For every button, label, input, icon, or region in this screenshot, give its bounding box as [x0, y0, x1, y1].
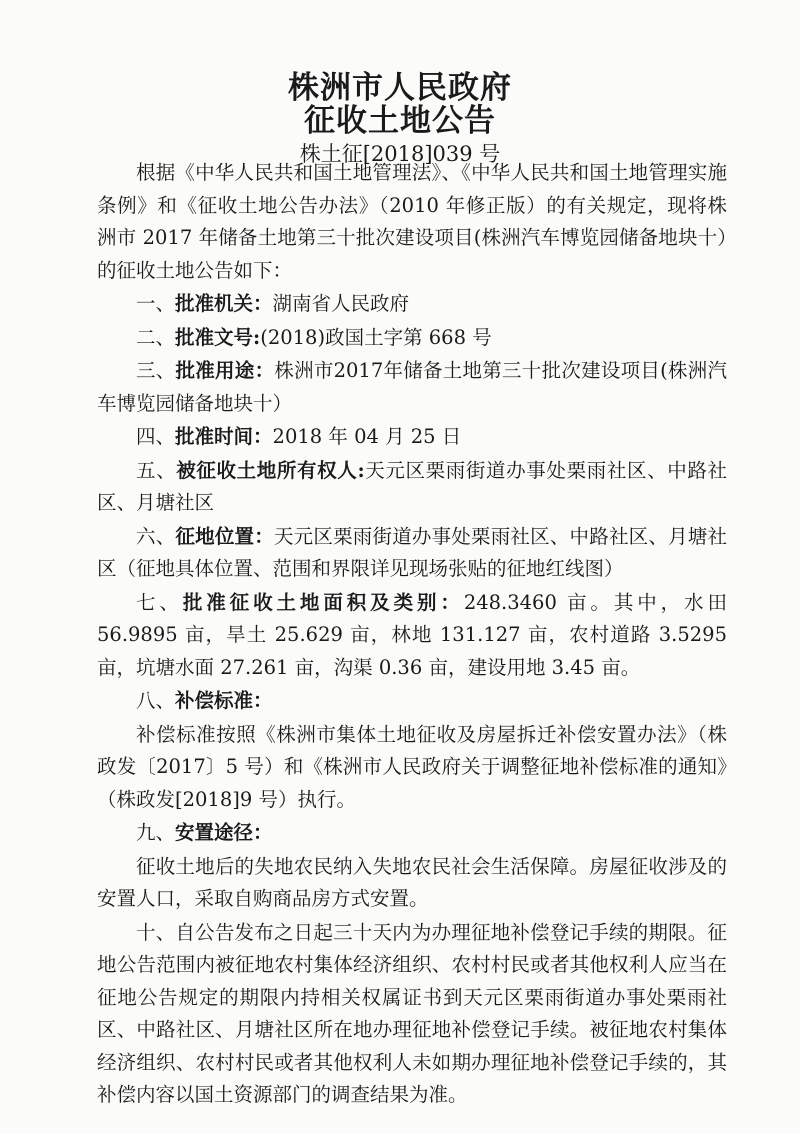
page-subtitle: 征收土地公告 [304, 103, 496, 139]
item-land-area: 七、批准征收土地面积及类别：248.3460 亩。其中，水田 56.9895 亩，旱土 25.629 亩，林地 131.127 亩，农村道路 3.5295 亩，坑塘水面 27.261 亩，沟渠 0.36 亩，建设用地 3.45 亩。 [97, 590, 727, 679]
item-resettlement-heading: 九、安置途径： [136, 821, 273, 844]
page-title: 株洲市人民政府 [288, 70, 512, 106]
notice-body [97, 157, 727, 1113]
item-approval-authority: 一、批准机关：湖南省人民政府 [136, 292, 410, 315]
item-approval-date: 四、批准时间：2018 年 04 月 25 日 [136, 425, 462, 448]
item-compensation-heading: 八、补偿标准： [136, 689, 273, 712]
document-number: 株土征[2018]039 号 [299, 142, 501, 166]
item-registration-period: 十、自公告发布之日起三十天内为办理征地补偿登记手续的期限。征地公告范围内被征地农村集体经济组织、农村村民或者其他权利人应当在征地公告规定的期限内持相关权属证书到天元区栗雨街道办事处栗雨社区、中路社区、月塘社区所在地办理征地补偿登记手续。被征地农村集体经济组织、农村村民或者其他权利人未如期办理征地补偿登记手续的，其补偿内容以国土资源部门的调查结果为准。 [97, 920, 727, 1106]
item-approval-purpose: 三、批准用途：株洲市2017年储备土地第三十批次建设项目(株洲汽车博览园储备地块十） [97, 359, 727, 415]
intro-paragraph: 根据《中华人民共和国土地管理法》、《中华人民共和国土地管理实施条例》和《征收土地公告办法》（2010 年修正版）的有关规定，现将株洲市 2017 年储备土地第三十批次建设项目(株洲汽车博览园储备地块十）的征收土地公告如下： [97, 161, 727, 282]
compensation-paragraph: 补偿标准按照《株洲市集体土地征收及房屋拆迁补偿安置办法》（株政发〔2017〕5 号）和《株洲市人民政府关于调整征地补偿标准的通知》（株政发[2018]9 号）执行。 [97, 722, 727, 811]
item-land-owner: 五、被征收土地所有权人:天元区栗雨街道办事处栗雨社区、中路社区、月塘社区 [97, 458, 727, 514]
item-land-location: 六、征地位置：天元区栗雨街道办事处栗雨社区、中路社区、月塘社区（征地具体位置、范围和界限详见现场张贴的征地红线图） [97, 524, 727, 580]
item-approval-number: 二、批准文号:(2018)政国土字第 668 号 [136, 325, 492, 349]
resettlement-paragraph: 征收土地后的失地农民纳入失地农民社会生活保障。房屋征收涉及的安置人口，采取自购商品房方式安置。 [97, 854, 727, 910]
